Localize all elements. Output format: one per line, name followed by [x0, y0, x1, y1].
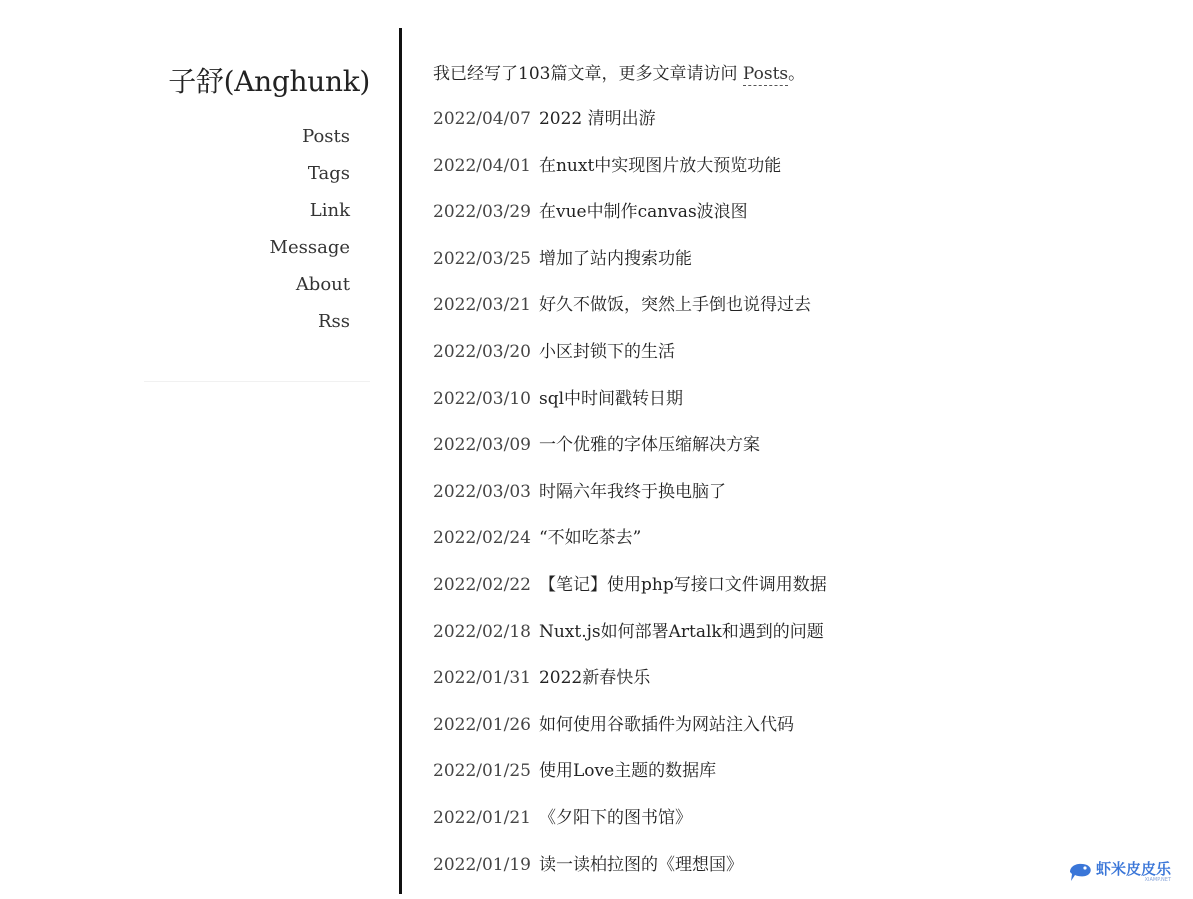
intro-prefix: 我已经写了103篇文章，更多文章请访问 — [433, 64, 737, 84]
main-content — [433, 56, 1153, 899]
nav-item-message[interactable]: Message — [140, 229, 350, 266]
post-date: 2022/03/09 — [433, 435, 531, 455]
post-date: 2022/03/10 — [433, 389, 531, 409]
post-date: 2022/01/19 — [433, 855, 531, 875]
sidebar — [140, 60, 370, 340]
post-item — [433, 620, 1153, 667]
watermark-sub: XIAMP.NET — [1096, 877, 1171, 883]
post-title-link[interactable]: 如何使用谷歌插件为网站注入代码 — [539, 715, 794, 735]
intro-suffix: 。 — [788, 64, 805, 84]
intro-posts-link[interactable]: Posts — [743, 64, 788, 86]
post-item — [433, 387, 1153, 434]
post-date: 2022/03/29 — [433, 202, 531, 222]
post-date: 2022/04/07 — [433, 109, 531, 129]
watermark-main: 虾米皮皮乐 — [1096, 860, 1171, 878]
watermark — [1067, 857, 1187, 887]
vertical-divider — [399, 28, 402, 894]
post-item — [433, 293, 1153, 340]
post-title-link[interactable]: 小区封锁下的生活 — [539, 342, 675, 362]
post-title-link[interactable]: 时隔六年我终于换电脑了 — [539, 482, 726, 502]
site-title[interactable]: 子舒(Anghunk) — [140, 60, 370, 104]
post-title-link[interactable]: 好久不做饭，突然上手倒也说得过去 — [539, 295, 811, 315]
post-item — [433, 433, 1153, 480]
post-list — [433, 107, 1153, 899]
post-item — [433, 107, 1153, 154]
post-title-link[interactable]: 【笔记】使用php写接口文件调用数据 — [539, 575, 827, 595]
post-date: 2022/01/21 — [433, 808, 531, 828]
post-date: 2022/02/18 — [433, 622, 531, 642]
post-item — [433, 666, 1153, 713]
post-title-link[interactable]: 《夕阳下的图书馆》 — [539, 808, 692, 828]
post-date: 2022/03/25 — [433, 249, 531, 269]
nav-item-tags[interactable]: Tags — [140, 155, 350, 192]
post-item — [433, 526, 1153, 573]
post-date: 2022/01/26 — [433, 715, 531, 735]
post-item — [433, 853, 1153, 899]
post-date: 2022/02/24 — [433, 528, 531, 548]
main-nav — [140, 118, 370, 340]
post-title-link[interactable]: 使用Love主题的数据库 — [539, 761, 716, 781]
post-title-link[interactable]: 增加了站内搜索功能 — [539, 249, 692, 269]
post-title-link[interactable]: Nuxt.js如何部署Artalk和遇到的问题 — [539, 622, 824, 642]
post-item — [433, 247, 1153, 294]
post-date: 2022/01/31 — [433, 668, 531, 688]
post-item — [433, 480, 1153, 527]
post-title-link[interactable]: 读一读柏拉图的《理想国》 — [539, 855, 743, 875]
post-item — [433, 154, 1153, 201]
post-item — [433, 573, 1153, 620]
post-date: 2022/03/21 — [433, 295, 531, 315]
watermark-text — [1096, 861, 1171, 883]
post-title-link[interactable]: sql中时间戳转日期 — [539, 389, 683, 409]
post-date: 2022/02/22 — [433, 575, 531, 595]
post-item — [433, 806, 1153, 853]
post-item — [433, 200, 1153, 247]
sidebar-divider — [144, 381, 370, 382]
post-date: 2022/03/20 — [433, 342, 531, 362]
nav-item-about[interactable]: About — [140, 266, 350, 303]
post-date: 2022/01/25 — [433, 761, 531, 781]
post-title-link[interactable]: 一个优雅的字体压缩解决方案 — [539, 435, 760, 455]
post-title-link[interactable]: 2022新春快乐 — [539, 668, 650, 688]
post-title-link[interactable]: 2022 清明出游 — [539, 109, 656, 129]
intro-text — [433, 56, 1153, 92]
post-title-link[interactable]: “不如吃茶去” — [539, 528, 641, 548]
nav-item-posts[interactable]: Posts — [140, 118, 350, 155]
nav-item-rss[interactable]: Rss — [140, 303, 350, 340]
post-date: 2022/04/01 — [433, 156, 531, 176]
post-item — [433, 713, 1153, 760]
nav-item-link[interactable]: Link — [140, 192, 350, 229]
post-item — [433, 340, 1153, 387]
post-item — [433, 759, 1153, 806]
post-title-link[interactable]: 在vue中制作canvas波浪图 — [539, 202, 748, 222]
shrimp-logo-icon — [1067, 860, 1093, 884]
post-date: 2022/03/03 — [433, 482, 531, 502]
post-title-link[interactable]: 在nuxt中实现图片放大预览功能 — [539, 156, 781, 176]
